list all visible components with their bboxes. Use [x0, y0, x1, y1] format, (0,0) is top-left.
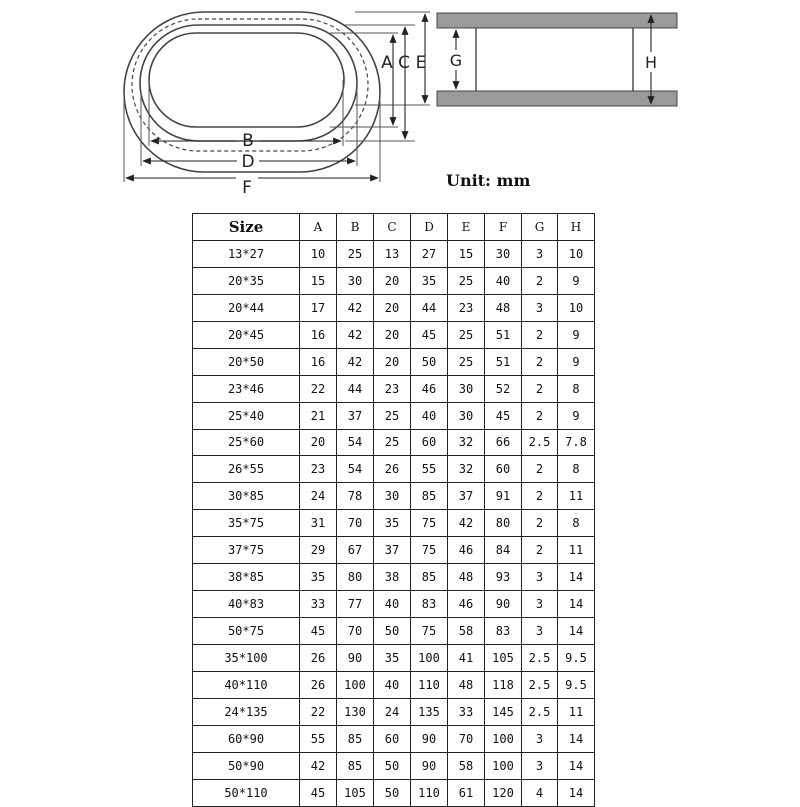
cell-b: 25: [337, 240, 374, 267]
cell-e: 25: [448, 348, 485, 375]
cell-d: 135: [411, 698, 448, 725]
label-b: B: [242, 131, 254, 151]
label-g: G: [449, 51, 463, 70]
cell-a: 31: [300, 510, 337, 537]
cell-f: 60: [485, 456, 522, 483]
cell-f: 66: [485, 429, 522, 456]
table-row: [193, 321, 595, 348]
cell-c: 25: [374, 429, 411, 456]
cell-d: 35: [411, 267, 448, 294]
cell-h: 14: [558, 752, 595, 779]
cell-f: 84: [485, 537, 522, 564]
cell-f: 105: [485, 645, 522, 672]
cell-g: 2: [522, 267, 558, 294]
cell-h: 7.8: [558, 429, 595, 456]
cell-h: 14: [558, 779, 595, 806]
header-g: G: [522, 214, 558, 241]
cell-d: 60: [411, 429, 448, 456]
cell-c: 26: [374, 456, 411, 483]
cell-e: 33: [448, 698, 485, 725]
cell-g: 2: [522, 321, 558, 348]
table-row: [193, 752, 595, 779]
cell-c: 30: [374, 483, 411, 510]
cell-d: 55: [411, 456, 448, 483]
cell-g: 3: [522, 591, 558, 618]
cell-h: 9: [558, 267, 595, 294]
cell-b: 42: [337, 321, 374, 348]
cell-e: 46: [448, 591, 485, 618]
cell-h: 10: [558, 294, 595, 321]
cell-c: 20: [374, 348, 411, 375]
cell-g: 3: [522, 294, 558, 321]
cell-c: 35: [374, 510, 411, 537]
cell-c: 25: [374, 402, 411, 429]
header-size: Size: [193, 214, 300, 241]
cell-e: 61: [448, 779, 485, 806]
cell-b: 44: [337, 375, 374, 402]
cell-g: 3: [522, 752, 558, 779]
cell-size: 35*100: [193, 645, 300, 672]
cell-c: 23: [374, 375, 411, 402]
cell-size: 60*90: [193, 725, 300, 752]
cell-h: 8: [558, 456, 595, 483]
cell-d: 110: [411, 779, 448, 806]
cell-size: 13*27: [193, 240, 300, 267]
cell-f: 90: [485, 591, 522, 618]
cell-b: 78: [337, 483, 374, 510]
cell-h: 9.5: [558, 645, 595, 672]
cell-c: 20: [374, 321, 411, 348]
table-row: [193, 240, 595, 267]
cell-e: 46: [448, 537, 485, 564]
label-f: F: [242, 178, 252, 198]
cell-f: 51: [485, 348, 522, 375]
side-view-grommet: [437, 13, 677, 106]
cell-h: 10: [558, 240, 595, 267]
table-row: [193, 564, 595, 591]
cell-size: 35*75: [193, 510, 300, 537]
cell-b: 85: [337, 725, 374, 752]
table-row: [193, 267, 595, 294]
cell-a: 35: [300, 564, 337, 591]
cell-e: 15: [448, 240, 485, 267]
cell-d: 44: [411, 294, 448, 321]
cell-g: 3: [522, 618, 558, 645]
cell-g: 4: [522, 779, 558, 806]
cell-a: 45: [300, 779, 337, 806]
table-row: [193, 510, 595, 537]
cell-e: 37: [448, 483, 485, 510]
cell-b: 80: [337, 564, 374, 591]
label-e: E: [415, 53, 427, 73]
cell-d: 75: [411, 537, 448, 564]
cell-e: 70: [448, 725, 485, 752]
cell-a: 23: [300, 456, 337, 483]
cell-f: 83: [485, 618, 522, 645]
cell-h: 14: [558, 564, 595, 591]
cell-g: 2.5: [522, 698, 558, 725]
cell-e: 30: [448, 402, 485, 429]
cell-g: 3: [522, 725, 558, 752]
cell-f: 93: [485, 564, 522, 591]
cell-f: 40: [485, 267, 522, 294]
grommet-dimension-diagram: [0, 0, 800, 210]
cell-c: 20: [374, 267, 411, 294]
cell-g: 2: [522, 537, 558, 564]
cell-e: 32: [448, 456, 485, 483]
cell-b: 90: [337, 645, 374, 672]
cell-size: 37*75: [193, 537, 300, 564]
cell-a: 22: [300, 698, 337, 725]
header-f: F: [485, 214, 522, 241]
table-body: [193, 240, 595, 806]
table-row: [193, 294, 595, 321]
cell-c: 60: [374, 725, 411, 752]
cell-size: 50*110: [193, 779, 300, 806]
cell-a: 26: [300, 671, 337, 698]
cell-e: 23: [448, 294, 485, 321]
cell-b: 130: [337, 698, 374, 725]
cell-size: 50*75: [193, 618, 300, 645]
cell-b: 100: [337, 671, 374, 698]
extension-lines: [124, 12, 430, 182]
cell-b: 42: [337, 294, 374, 321]
cell-h: 9: [558, 348, 595, 375]
cell-g: 2: [522, 483, 558, 510]
cell-h: 11: [558, 483, 595, 510]
header-b: B: [337, 214, 374, 241]
header-a: A: [300, 214, 337, 241]
cell-c: 50: [374, 618, 411, 645]
cell-d: 85: [411, 564, 448, 591]
cell-d: 90: [411, 725, 448, 752]
cell-a: 24: [300, 483, 337, 510]
cell-h: 9.5: [558, 671, 595, 698]
inner-hole: [149, 33, 344, 127]
cell-h: 9: [558, 321, 595, 348]
cell-size: 24*135: [193, 698, 300, 725]
label-h: H: [644, 53, 658, 72]
label-c: C: [398, 53, 410, 73]
cell-a: 15: [300, 267, 337, 294]
cell-g: 2: [522, 348, 558, 375]
cell-a: 42: [300, 752, 337, 779]
cell-b: 77: [337, 591, 374, 618]
cell-f: 100: [485, 725, 522, 752]
cell-g: 2.5: [522, 429, 558, 456]
cell-g: 3: [522, 240, 558, 267]
cell-a: 55: [300, 725, 337, 752]
cell-f: 145: [485, 698, 522, 725]
cell-b: 54: [337, 456, 374, 483]
cell-g: 2: [522, 375, 558, 402]
cell-f: 51: [485, 321, 522, 348]
cell-e: 48: [448, 671, 485, 698]
cell-b: 54: [337, 429, 374, 456]
cell-c: 20: [374, 294, 411, 321]
cell-size: 26*55: [193, 456, 300, 483]
header-d: D: [411, 214, 448, 241]
cell-d: 100: [411, 645, 448, 672]
cell-e: 48: [448, 564, 485, 591]
cell-c: 40: [374, 671, 411, 698]
cell-size: 40*110: [193, 671, 300, 698]
cell-h: 14: [558, 591, 595, 618]
cell-h: 8: [558, 375, 595, 402]
cell-b: 105: [337, 779, 374, 806]
cell-a: 17: [300, 294, 337, 321]
header-e: E: [448, 214, 485, 241]
cell-a: 22: [300, 375, 337, 402]
cell-a: 29: [300, 537, 337, 564]
cell-e: 41: [448, 645, 485, 672]
cell-d: 40: [411, 402, 448, 429]
cell-c: 38: [374, 564, 411, 591]
cell-size: 20*50: [193, 348, 300, 375]
cell-g: 3: [522, 564, 558, 591]
cell-a: 20: [300, 429, 337, 456]
header-c: C: [374, 214, 411, 241]
cell-size: 25*40: [193, 402, 300, 429]
cell-size: 50*90: [193, 752, 300, 779]
top-flange: [437, 13, 677, 28]
cell-b: 70: [337, 618, 374, 645]
cell-e: 32: [448, 429, 485, 456]
cell-c: 50: [374, 752, 411, 779]
cell-a: 21: [300, 402, 337, 429]
cell-d: 50: [411, 348, 448, 375]
cell-g: 2: [522, 402, 558, 429]
cell-e: 25: [448, 321, 485, 348]
cell-h: 14: [558, 618, 595, 645]
cell-f: 118: [485, 671, 522, 698]
label-d: D: [241, 152, 255, 172]
header-h: H: [558, 214, 595, 241]
cell-f: 80: [485, 510, 522, 537]
cell-d: 110: [411, 671, 448, 698]
cell-c: 37: [374, 537, 411, 564]
cell-f: 120: [485, 779, 522, 806]
cell-a: 33: [300, 591, 337, 618]
table-row: [193, 375, 595, 402]
table-row: [193, 725, 595, 752]
cell-b: 37: [337, 402, 374, 429]
cell-f: 100: [485, 752, 522, 779]
cell-size: 20*45: [193, 321, 300, 348]
table-header-row: [193, 214, 595, 241]
table-row: [193, 645, 595, 672]
cell-c: 40: [374, 591, 411, 618]
cell-c: 35: [374, 645, 411, 672]
cell-d: 75: [411, 510, 448, 537]
cell-a: 16: [300, 348, 337, 375]
table-row: [193, 402, 595, 429]
cell-f: 52: [485, 375, 522, 402]
cell-f: 45: [485, 402, 522, 429]
cell-f: 30: [485, 240, 522, 267]
cell-f: 48: [485, 294, 522, 321]
table-row: [193, 456, 595, 483]
cell-b: 70: [337, 510, 374, 537]
cell-g: 2.5: [522, 671, 558, 698]
cell-b: 42: [337, 348, 374, 375]
table-row: [193, 698, 595, 725]
cell-size: 23*46: [193, 375, 300, 402]
table-row: [193, 618, 595, 645]
cell-h: 14: [558, 725, 595, 752]
table-row: [193, 429, 595, 456]
cell-g: 2.5: [522, 645, 558, 672]
cell-size: 25*60: [193, 429, 300, 456]
cell-c: 24: [374, 698, 411, 725]
cell-h: 8: [558, 510, 595, 537]
cell-a: 26: [300, 645, 337, 672]
cell-e: 42: [448, 510, 485, 537]
table-row: [193, 671, 595, 698]
unit-note: Unit: mm: [446, 171, 531, 190]
cell-size: 40*83: [193, 591, 300, 618]
cell-e: 58: [448, 752, 485, 779]
cell-d: 90: [411, 752, 448, 779]
cell-c: 13: [374, 240, 411, 267]
cell-g: 2: [522, 510, 558, 537]
cell-a: 16: [300, 321, 337, 348]
table-row: [193, 348, 595, 375]
cell-size: 30*85: [193, 483, 300, 510]
table-row: [193, 537, 595, 564]
cell-size: 38*85: [193, 564, 300, 591]
cell-d: 46: [411, 375, 448, 402]
cell-h: 11: [558, 537, 595, 564]
cell-d: 85: [411, 483, 448, 510]
cell-f: 91: [485, 483, 522, 510]
cell-b: 67: [337, 537, 374, 564]
cell-e: 30: [448, 375, 485, 402]
table-row: [193, 483, 595, 510]
cell-d: 75: [411, 618, 448, 645]
size-specification-table: [192, 213, 595, 807]
cell-d: 83: [411, 591, 448, 618]
cell-size: 20*35: [193, 267, 300, 294]
table-row: [193, 779, 595, 806]
cell-h: 11: [558, 698, 595, 725]
cell-g: 2: [522, 456, 558, 483]
cell-b: 85: [337, 752, 374, 779]
cell-a: 45: [300, 618, 337, 645]
cell-b: 30: [337, 267, 374, 294]
cell-d: 45: [411, 321, 448, 348]
cell-c: 50: [374, 779, 411, 806]
label-a: A: [381, 53, 393, 73]
cell-h: 9: [558, 402, 595, 429]
cell-size: 20*44: [193, 294, 300, 321]
cell-e: 58: [448, 618, 485, 645]
table-row: [193, 591, 595, 618]
cell-e: 25: [448, 267, 485, 294]
cell-d: 27: [411, 240, 448, 267]
bottom-flange: [437, 91, 677, 106]
cell-a: 10: [300, 240, 337, 267]
